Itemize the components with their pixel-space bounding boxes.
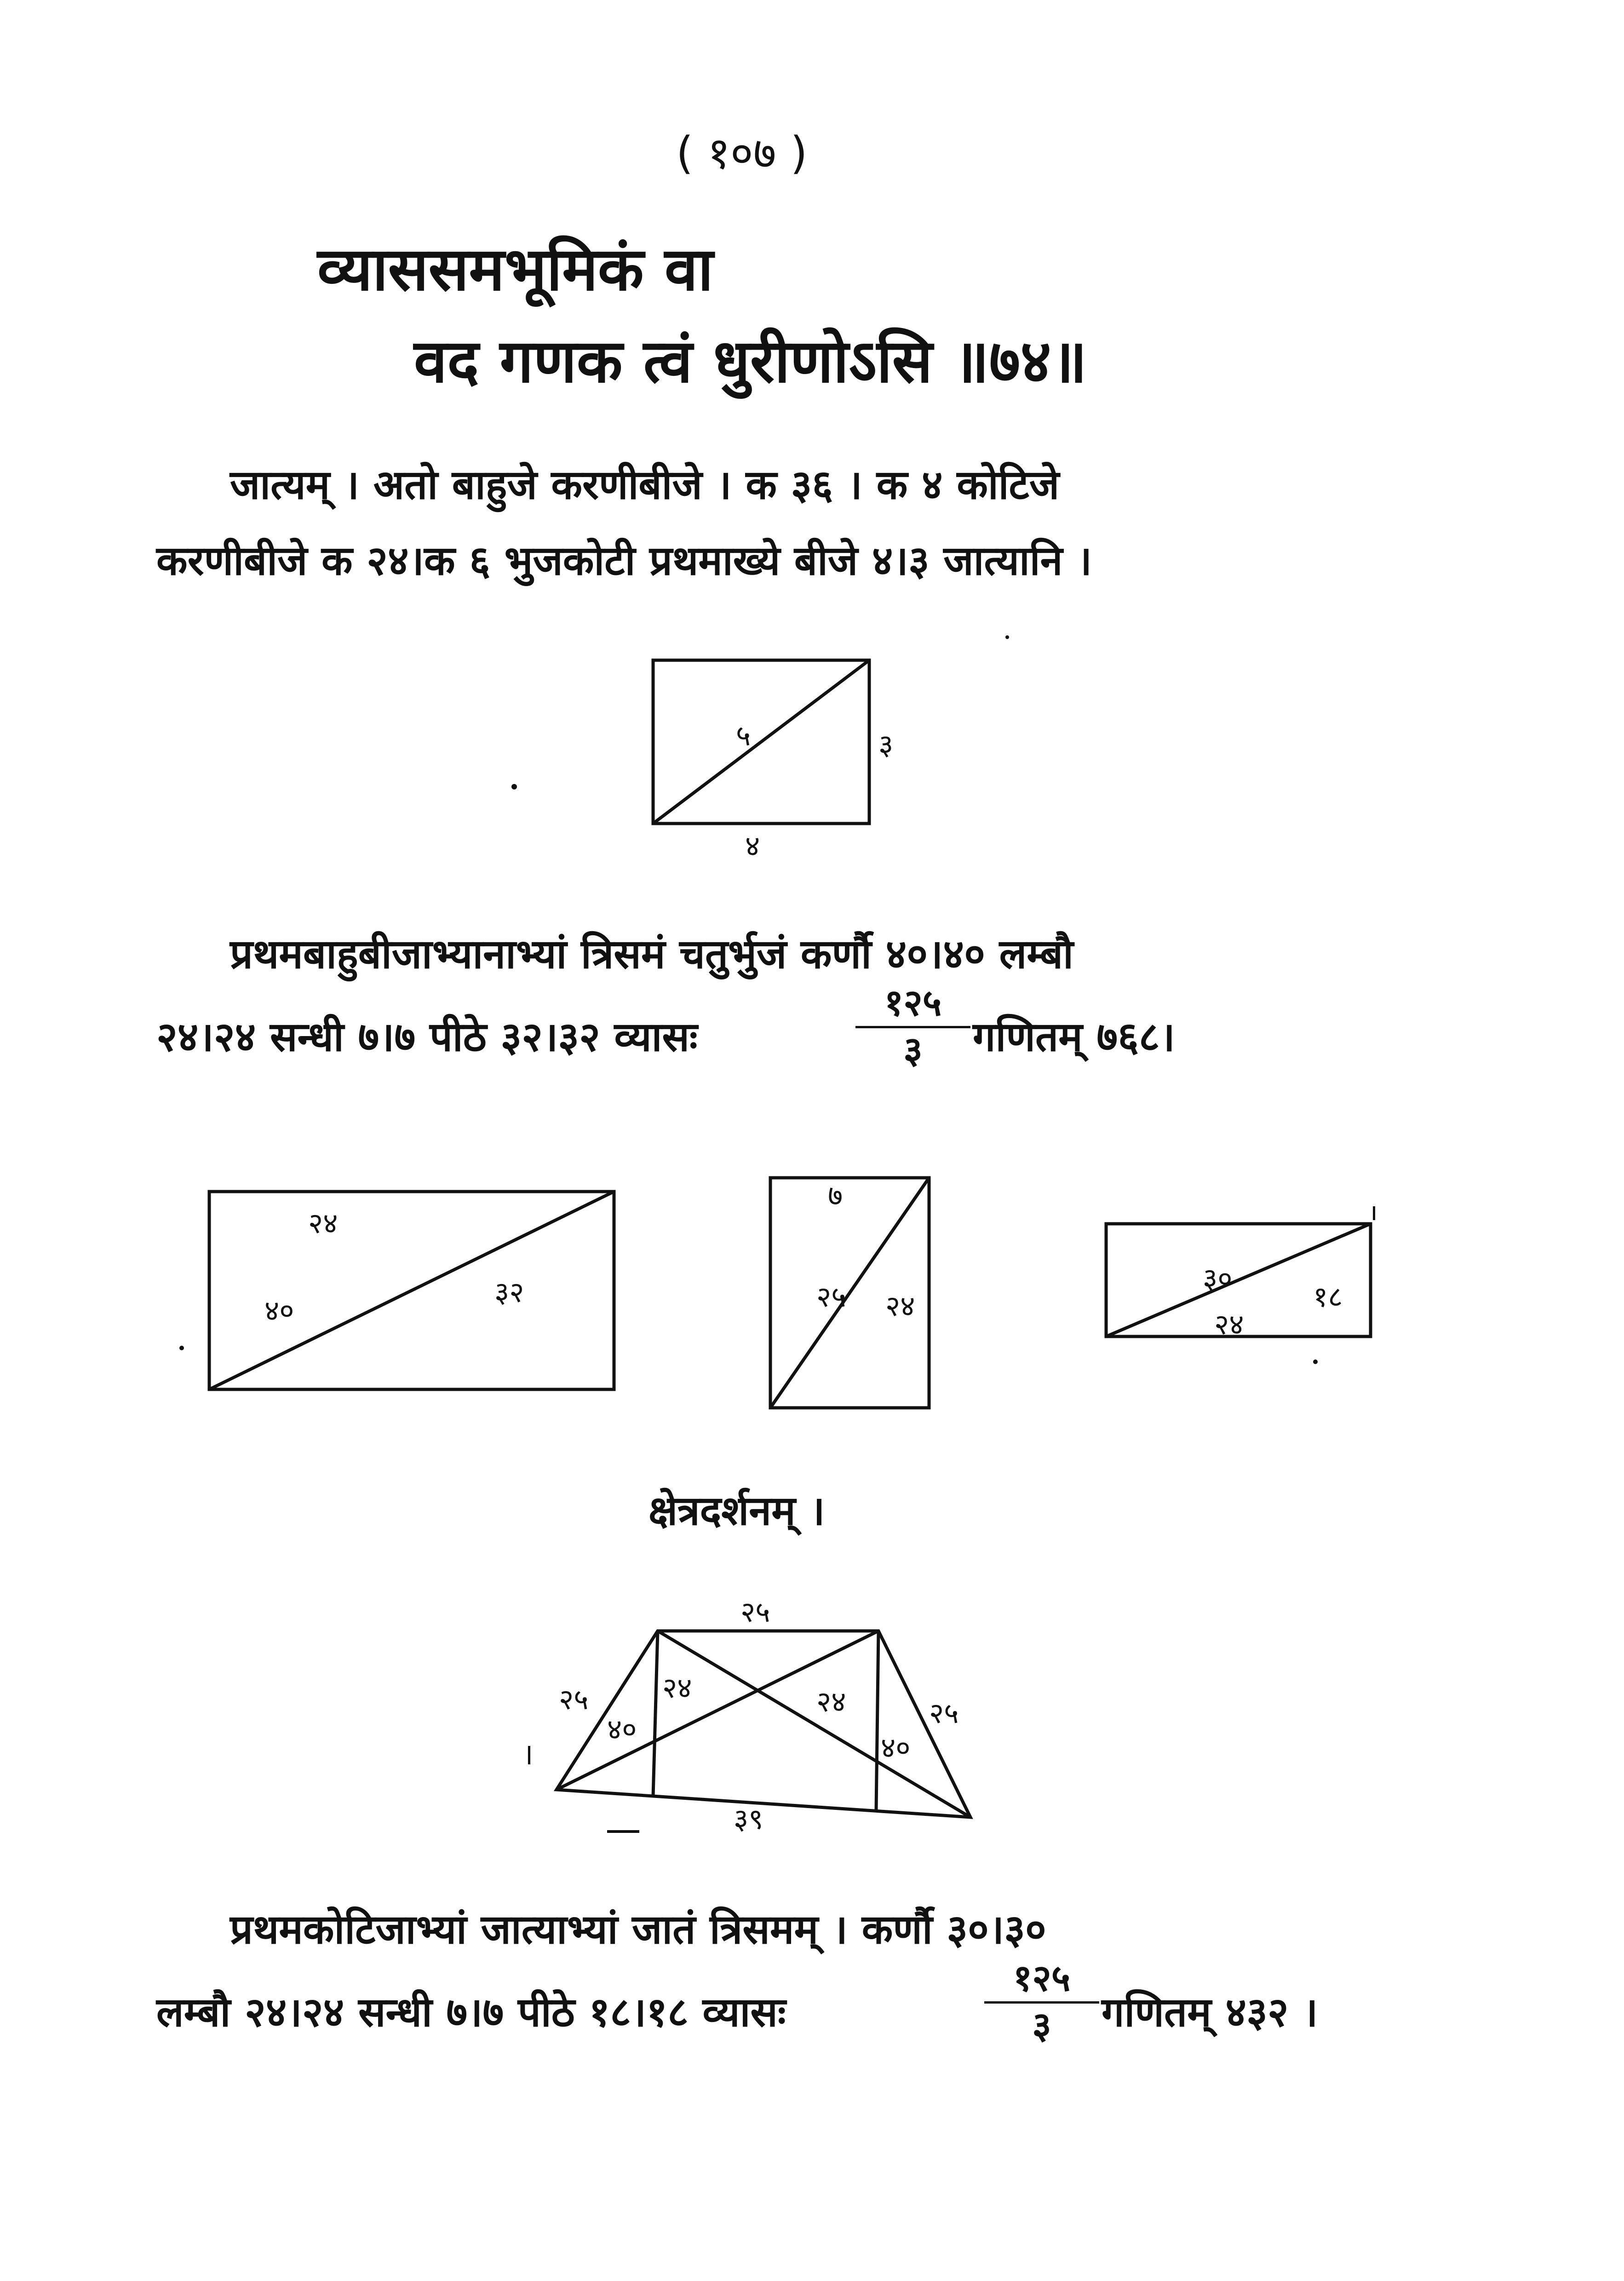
section-title: क्षेत्रदर्शनम् । (648, 1487, 825, 1534)
fig2-label-right: ३२ (494, 1275, 524, 1309)
figure-1-diagonal (653, 660, 869, 824)
trap-label-left-diagonal: ४० (607, 1712, 637, 1746)
page-number: ( १०७ ) (676, 127, 808, 179)
trap-label-right-side: २५ (929, 1696, 959, 1730)
stray-dash (607, 1830, 639, 1833)
fig2-label-top: २४ (308, 1206, 338, 1240)
trap-label-left-altitude: २४ (662, 1671, 692, 1705)
fig4-label-right: १८ (1313, 1280, 1343, 1313)
stray-dot (511, 784, 517, 789)
fig1-label-bottom: ४ (745, 829, 760, 863)
trap-label-right-diagonal: ४० (881, 1731, 911, 1764)
para2-line-2-after: गणितम् ७६८। (973, 1013, 1176, 1060)
figure-2-rectangle (209, 1192, 614, 1389)
fig3-label-top: ७ (828, 1179, 843, 1212)
stray-dot (1313, 1359, 1318, 1364)
para3-line-2-before: लम्बौ २४।२४ सन्धी ७।७ पीठे १८।१८ व्यासः (156, 1988, 786, 2036)
stray-dot (1005, 635, 1009, 639)
para2-line-2-before: २४।२४ सन्धी ७।७ पीठे ३२।३२ व्यासः (156, 1013, 698, 1060)
stray-marks (179, 635, 1375, 1833)
trap-label-top: २५ (740, 1595, 770, 1629)
fig2-label-left: ४० (264, 1294, 294, 1327)
para3-fraction-denominator: ३ (1032, 2004, 1051, 2047)
trap-label-right-altitude: २४ (816, 1685, 846, 1718)
trap-label-bottom: ३९ (734, 1802, 763, 1836)
fig4-label-bottom: २४ (1214, 1308, 1244, 1341)
para2-fraction-numerator: १२५ (884, 981, 942, 1024)
stray-dot (179, 1346, 184, 1350)
para3-fraction-numerator: १२५ (1013, 1957, 1071, 1999)
para3-line-2-after: गणितम् ४३२ । (1102, 1988, 1318, 2036)
figure-1-rectangle (653, 660, 869, 824)
stray-tick (528, 1746, 530, 1764)
fig4-label-diagonal: ३० (1203, 1261, 1233, 1295)
para2-fraction-denominator: ३ (903, 1029, 923, 1071)
figure-2-diagonal (209, 1192, 614, 1389)
fig1-label-right: ३ (878, 728, 894, 761)
para3-line-1: प्रथमकोटिजाभ्यां जात्याभ्यां जातं त्रिसमम् । कर्णौ ३०।३० (230, 1906, 1046, 1953)
trapezium-altitude-right (876, 1631, 878, 1810)
stray-tick (1373, 1206, 1375, 1220)
verse-line-2: वद गणक त्वं धुरीणोऽसि ॥७४॥ (414, 326, 1087, 396)
fig1-label-diagonal: ५ (736, 719, 751, 752)
fig3-label-diagonal: २५ (816, 1280, 846, 1313)
fig3-label-right: २४ (885, 1289, 915, 1323)
trap-label-left-side: २५ (559, 1682, 589, 1716)
para2-line-1: प्रथमबाहुबीजाभ्यानाभ्यां त्रिसमं चतुर्भुजं कर्णौ ४०।४० लम्बौ (230, 930, 1073, 978)
para1-line-1: जात्यम् । अतो बाहुजे करणीबीजे । क ३६ । क ४ कोटिजे (230, 461, 1060, 508)
verse-line-1: व्याससमभूमिकं वा (317, 234, 713, 304)
para1-line-2: करणीबीजे क २४।क ६ भुजकोटी प्रथमाख्ये बीजे ४।३ जात्यानि । (156, 537, 1092, 584)
trapezium-altitude-left (653, 1631, 658, 1797)
